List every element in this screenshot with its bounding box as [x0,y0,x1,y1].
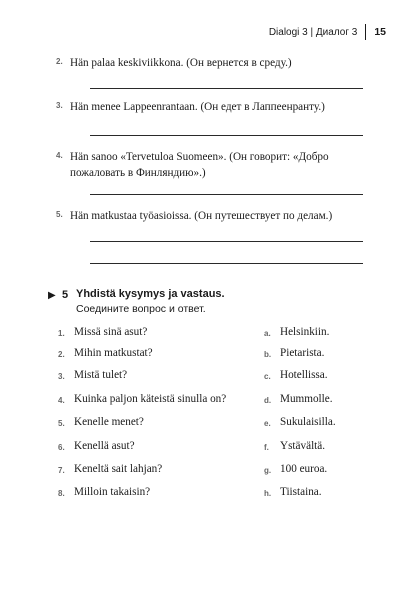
match-row [58,369,372,385]
question-number: 7. [58,466,65,475]
answer-text: Helsinkiin. [280,326,330,338]
answer-letter: f. [264,443,269,452]
sentence-text: Hän matkustaa työasioissa. (Он путешествует по делам.) [70,210,333,222]
exercise-title: Yhdistä kysymys ja vastaus. [76,288,225,300]
item-number: 3. [56,101,63,110]
exercise-subtitle: Соедините вопрос и ответ. [76,303,206,315]
match-row [58,347,372,363]
answer-text: Ystävältä. [280,440,326,452]
answer-text: Pietarista. [280,347,325,359]
sentence-item [56,149,370,181]
sentence-item [56,208,333,224]
answer-line[interactable] [90,241,363,242]
question-text: Missä sinä asut? [74,326,148,338]
answer-line[interactable] [90,263,363,264]
match-row [58,326,372,342]
question-text: Kuinka paljon käteistä sinulla on? [74,393,227,405]
answer-line[interactable] [90,194,363,195]
question-number: 5. [58,419,65,428]
question-text: Kenelle menet? [74,416,144,428]
match-row [58,416,372,432]
question-number: 2. [58,350,65,359]
answer-text: Mummolle. [280,393,333,405]
question-number: 8. [58,489,65,498]
question-text: Milloin takaisin? [74,486,151,498]
page-header [269,24,386,40]
answer-text: Tiistaina. [280,486,322,498]
question-text: Mistä tulet? [74,369,128,381]
header-divider [365,24,366,40]
answer-letter: h. [264,489,272,498]
answer-letter: g. [264,466,272,475]
match-row [58,393,372,409]
answer-letter: b. [264,350,272,359]
answer-letter: e. [264,419,271,428]
item-number: 5. [56,210,63,219]
answer-line[interactable] [90,88,363,89]
sentence-text: Hän sanoo «Tervetuloa Suomeen». (Он говорит: «Добро пожаловать в Финляндию».) [70,151,329,179]
page-number: 15 [374,26,386,38]
answer-text: Sukulaisilla. [280,416,336,428]
question-number: 4. [58,396,65,405]
answer-letter: c. [264,372,271,381]
chapter-title: Dialogi 3 | Диалог 3 [268,26,358,38]
sentence-text: Hän menee Lappeenrantaan. (Он едет в Лаппеенранту.) [70,101,325,113]
question-number: 3. [58,372,65,381]
play-arrow-icon: ▶ [48,290,56,301]
question-number: 6. [58,443,65,452]
question-text: Mihin matkustat? [74,347,153,359]
answer-letter: d. [264,396,272,405]
answer-text: 100 euroa. [280,463,328,475]
question-text: Keneltä sait lahjan? [74,463,163,475]
answer-text: Hotellissa. [280,369,328,381]
answer-letter: a. [264,329,271,338]
sentence-item [56,99,325,115]
question-number: 1. [58,329,65,338]
match-row [58,440,372,456]
item-number: 2. [56,57,63,66]
match-row [58,463,372,479]
match-row [58,486,372,502]
exercise-number: 5 [62,289,69,301]
question-text: Kenellä asut? [74,440,135,452]
answer-line[interactable] [90,135,363,136]
sentence-text: Hän palaa keskiviikkona. (Он вернется в среду.) [70,57,292,69]
sentence-item [56,55,292,71]
item-number: 4. [56,151,63,160]
